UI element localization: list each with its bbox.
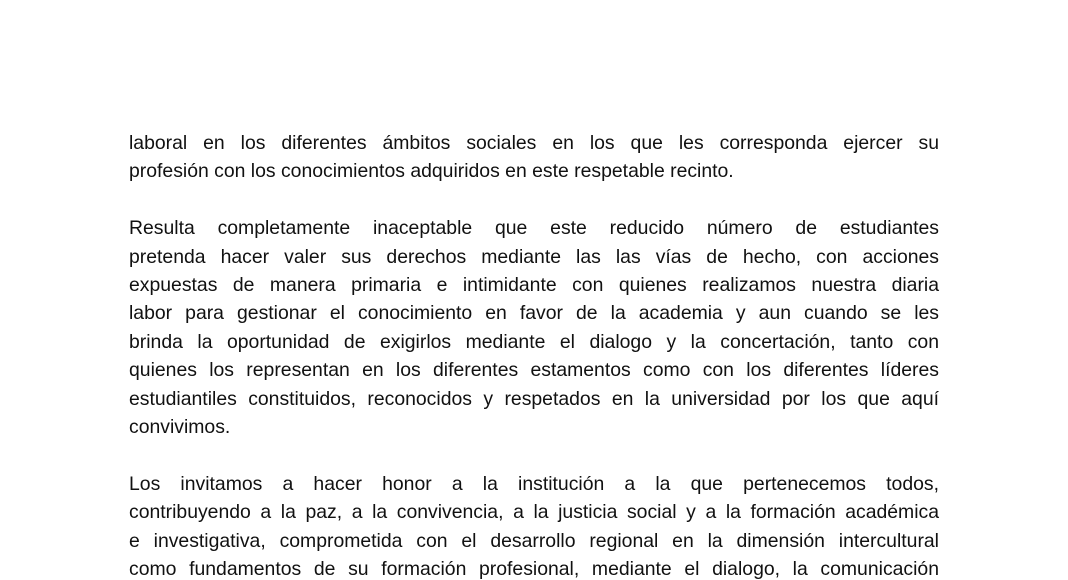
- text-line: como fundamentos de su formación profesional, mediante el dialogo, la comunicación: [129, 558, 939, 580]
- text-line: Resulta completamente inaceptable que este reducido número de estudiantes: [129, 217, 939, 240]
- text-line: labor para gestionar el conocimiento en favor de la academia y aun cuando se les: [129, 302, 939, 325]
- text-line: convivimos.: [129, 416, 231, 439]
- text-line: estudiantiles constituidos, reconocidos y respetados en la universidad por los que aquí: [129, 387, 939, 410]
- text-line: laboral en los diferentes ámbitos sociales en los que les corresponda ejercer su: [129, 132, 939, 154]
- paragraph-3: [129, 470, 939, 580]
- text-line: expuestas de manera primaria e intimidante con quienes realizamos nuestra diaria: [129, 274, 939, 297]
- paragraph-1: [129, 129, 939, 186]
- text-line: profesión con los conocimientos adquiridos en este respetable recinto.: [129, 160, 734, 183]
- text-line: pretenda hacer valer sus derechos mediante las las vías de hecho, con acciones: [129, 245, 939, 268]
- text-line: contribuyendo a la paz, a la convivencia, a la justicia social y a la formación académica: [129, 501, 939, 524]
- text-line: quienes los representan en los diferentes estamentos como con los diferentes líderes: [129, 359, 939, 382]
- text-line: Los invitamos a hacer honor a la institución a la que pertenecemos todos,: [129, 472, 939, 495]
- text-line: e investigativa, comprometida con el desarrollo regional en la dimensión intercultural: [129, 529, 939, 552]
- paragraph-2: [129, 214, 939, 441]
- text-line: brinda la oportunidad de exigirlos mediante el dialogo y la concertación, tanto con: [129, 330, 939, 353]
- document-body: [129, 129, 939, 580]
